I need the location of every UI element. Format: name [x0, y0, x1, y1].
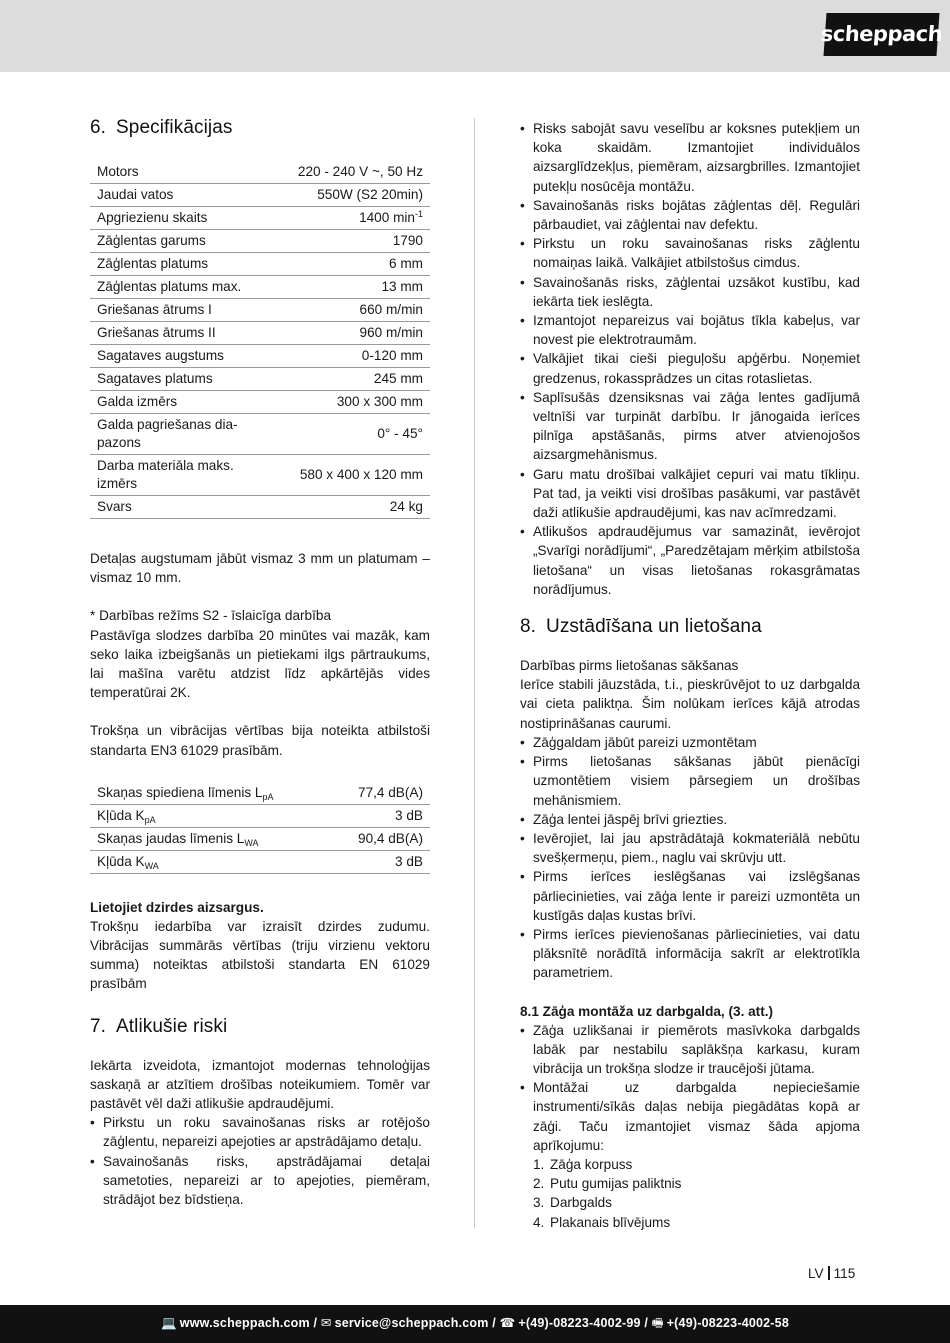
- equipment-text: Darbgalds: [550, 1195, 612, 1211]
- risk-item: • Saplīsušās dzensiksnas vai zāģa lentes gadījumā veltnīši var turpināt darbību. Ir jānogaida ierīces pilnīga apstāšanās, pirms atver atvienojošos aizsargmehānismus.: [520, 388, 860, 465]
- spec-value-text: 0° - 45°: [377, 426, 423, 441]
- section-title: Atlikušie riski: [116, 1015, 228, 1037]
- spec-label: Apgriezienu skaits: [90, 207, 255, 230]
- website-link[interactable]: www.scheppach.com: [179, 1316, 310, 1331]
- risk-item: • Pirkstu un roku savainošanas risks zāģlentu nomaiņas laikā. Valkājiet atbilstošus cimdus.: [520, 234, 860, 272]
- mode-text: Pastāvīga slodzes darbība 20 minūtes vai mazāk, kam seko laika izbeigšanās un pietiekami ilgs pārtraukums, lai mašīna varētu atdzist līdz apkārtējās vides temperatūrai 2K.: [90, 627, 430, 701]
- spec-table: [90, 161, 430, 519]
- spec-label: Zāģlentas platums: [90, 253, 255, 276]
- spec-row: [90, 276, 430, 299]
- pre-operation-title: Darbības pirms lietošanas sākšanas: [520, 658, 739, 674]
- spec-value-text: 24 kg: [389, 499, 423, 514]
- equipment-item: [533, 1213, 860, 1232]
- spec-row: [90, 299, 430, 322]
- spec-row: [90, 253, 430, 276]
- risk-item: • Valkājiet tikai cieši pieguļošu apģērbu. Noņemiet gredzenus, rokassprādzes un citas rotaslietas.: [520, 349, 860, 387]
- section-number: 8.: [520, 616, 537, 638]
- spec-value: [255, 496, 430, 519]
- spec-value: [255, 276, 430, 299]
- spec-value: [255, 161, 430, 184]
- equipment-text: Zāģa korpuss: [550, 1156, 633, 1172]
- noise-row: [90, 850, 430, 873]
- setup-item: • Zāģgaldam jābūt pareizi uzmontētam: [520, 733, 860, 752]
- noise-label-subscript: WA: [244, 837, 259, 848]
- spec-label: Motors: [90, 161, 255, 184]
- setup-item: • Pirms ierīces pievienošanas pārliecinieties, vai datu plāksnītē norādītā informācija sakrīt ar elektrotīkla parametriem.: [520, 925, 860, 983]
- mode-title: * Darbības režīms S2 - īslaicīga darbība: [90, 608, 332, 624]
- spec-row: [90, 207, 430, 230]
- spec-value-text: 13 mm: [381, 279, 423, 294]
- section-number: 7.: [90, 1015, 107, 1037]
- phone-icon: ☎: [499, 1316, 516, 1331]
- page-separator: [828, 1266, 830, 1280]
- scheppach-logo: scheppach: [823, 13, 939, 56]
- setup-item: • Zāģa lentei jāspēj brīvi griezties.: [520, 810, 860, 829]
- spec-value-text: 660 m/min: [359, 302, 423, 317]
- spec-row: [90, 230, 430, 253]
- ear-protection-text: Trokšņu iedarbība var izraisīt dzirdes zudumu. Vibrācijas summārās vērtības (triju virzienu vektoru summa) noteiktas atbilstoši standarta EN 61029 prasībām: [90, 918, 430, 992]
- setup-item: • Pirms lietošanas sākšanas jābūt pienācīgi uzmontētiem visiem pārsegiem un drošības mehānismiem.: [520, 752, 860, 810]
- noise-label-subscript: pA: [262, 791, 274, 802]
- spec-label: Sagataves augstums: [90, 345, 255, 368]
- noise-value: 3 dB: [320, 804, 430, 827]
- setup-list: [520, 733, 860, 983]
- risk-item: • Risks sabojāt savu veselību ar koksnes putekļiem un koka skaidām. Izmantojiet individuālos aizsarglīdzekļus, piemēram, aizsargbrilles. Izmantojiet putekļu nosūcēja montāžu.: [520, 119, 860, 196]
- subsection-8-1-title: 8.1 Zāģa montāža uz darbgalda, (3. att.): [520, 1003, 774, 1019]
- spec-label: [90, 414, 255, 455]
- spec-value-text: 1790: [392, 233, 423, 248]
- equipment-number: 3.: [533, 1195, 545, 1211]
- noise-label: [90, 804, 320, 827]
- spec-row: [90, 414, 430, 455]
- risk-item: • Pirkstu un roku savainošanas risks ar rotējošo zāģlentu, nepareizi apejoties ar apstrādājamo detaļu.: [90, 1113, 430, 1151]
- spec-value: [255, 368, 430, 391]
- spec-row: [90, 368, 430, 391]
- phone-number: +(49)-08223-4002-99: [518, 1316, 641, 1331]
- spec-label-line: Galda pagriešanas dia-: [97, 417, 238, 432]
- column-divider: [474, 118, 475, 1228]
- spec-row: [90, 496, 430, 519]
- spec-value-text: 960 m/min: [359, 325, 423, 340]
- spec-row: [90, 322, 430, 345]
- spec-row: [90, 161, 430, 184]
- monitor-icon: 💻: [161, 1316, 177, 1331]
- language-code: LV: [808, 1266, 824, 1281]
- spec-label-line: pazons: [97, 435, 141, 450]
- section-6-heading: [90, 116, 430, 140]
- left-column: [90, 110, 430, 1209]
- noise-label-text: Skaņas jaudas līmenis L: [97, 830, 245, 846]
- spec-row: [90, 345, 430, 368]
- spec-value-text: 6 mm: [389, 256, 423, 271]
- noise-label: [90, 850, 320, 873]
- section-7-heading: [90, 1015, 430, 1039]
- equipment-item: [533, 1174, 860, 1193]
- noise-table: [90, 782, 430, 874]
- spec-value: [255, 184, 430, 207]
- fax-number: +(49)-08223-4002-58: [666, 1316, 789, 1331]
- fax-icon: 🖷: [651, 1316, 664, 1331]
- spec-label: Svars: [90, 496, 255, 519]
- section-number: 6.: [90, 117, 107, 138]
- section-8-heading: [520, 615, 860, 639]
- noise-label-text: Kļūda K: [97, 853, 145, 869]
- spec-value: [255, 207, 430, 230]
- risk-item: • Savainošanās risks bojātas zāģlentas dēļ. Regulāri pārbaudiet, vai zāģlentai nav defektu.: [520, 196, 860, 234]
- section-title: Uzstādīšana un lietošana: [546, 616, 762, 638]
- spec-row: [90, 184, 430, 207]
- spec-value: [255, 253, 430, 276]
- detail-note: Detaļas augstumam jābūt vismaz 3 mm un platumam – vismaz 10 mm.: [90, 551, 430, 586]
- spec-label: Griešanas ātrums II: [90, 322, 255, 345]
- header-bar: [0, 0, 950, 72]
- noise-label-subscript: pA: [144, 814, 156, 825]
- spec-value: [255, 230, 430, 253]
- noise-value: 77,4 dB(A): [320, 782, 430, 805]
- pre-operation-text: Ierīce stabili jāuzstāda, t.i., pieskrūvējot to uz darbgalda vai cieta paliktņa. Šim nolūkam ierīces kājā atrodas nostiprināšanas caurumi.: [520, 677, 860, 731]
- spec-row: [90, 455, 430, 496]
- spec-value-text: 220 - 240 V ~, 50 Hz: [297, 164, 423, 179]
- spec-label: Jaudai vatos: [90, 184, 255, 207]
- section-7-intro: Iekārta izveidota, izmantojot modernas tehnoloģijas saskaņā ar atzītiem drošības noteikumiem. Tomēr var pastāvēt vēl daži atlikušie apdraudējumi.: [90, 1057, 430, 1112]
- equipment-number: 1.: [533, 1156, 545, 1172]
- noise-label: [90, 782, 320, 805]
- equipment-number: 4.: [533, 1214, 545, 1230]
- page-number: [808, 1264, 855, 1283]
- spec-value: [255, 345, 430, 368]
- risk-item: • Savainošanās risks, zāģlentai uzsākot kustību, kad iekārta tiek ieslēgta.: [520, 273, 860, 311]
- spec-value-text: 580 x 400 x 120 mm: [299, 467, 423, 482]
- spec-value-text: 550W (S2 20min): [317, 187, 423, 202]
- mail-icon: ✉: [320, 1316, 332, 1331]
- spec-label: Zāģlentas platums max.: [90, 276, 255, 299]
- equipment-number: 2.: [533, 1176, 545, 1192]
- equipment-item: [533, 1155, 860, 1174]
- noise-value: 90,4 dB(A): [320, 827, 430, 850]
- noise-label-text: Kļūda K: [97, 807, 145, 823]
- noise-intro: Trokšņa un vibrācijas vērtības bija noteikta atbilstoši standarta EN3 61029 prasībām.: [90, 723, 430, 758]
- risk-item: • Izmantojot nepareizus vai bojātus tīkla kabeļus, var novest pie elektrotraumām.: [520, 311, 860, 349]
- noise-value: 3 dB: [320, 850, 430, 873]
- spec-value: [255, 299, 430, 322]
- risk-list-left: [90, 1113, 430, 1209]
- setup-item: • Pirms ierīces ieslēgšanas vai izslēgšanas pārliecinieties, vai zāģa lente ir pareizi uzmontēta un kustīgās daļas kustas brīvi.: [520, 867, 860, 925]
- spec-value: [255, 414, 430, 455]
- section-title: Specifikācijas: [116, 117, 233, 138]
- mount-item: • Montāžai uz darbgalda nepieciešamie instrumenti/sīkās daļas nebija piegādātas kopā ar zāģi. Taču izmantojiet vismaz šāda apjoma aprīkojumu:: [520, 1078, 860, 1155]
- equipment-list: [520, 1155, 860, 1232]
- noise-row: [90, 782, 430, 805]
- spec-value-text: 245 mm: [373, 371, 423, 386]
- spec-value-text: 0-120 mm: [361, 348, 423, 363]
- spec-label: Zāģlentas garums: [90, 230, 255, 253]
- spec-value-superscript: -1: [414, 209, 423, 219]
- equipment-text: Putu gumijas paliktnis: [550, 1176, 682, 1192]
- email-link[interactable]: service@scheppach.com: [334, 1316, 489, 1331]
- spec-row: [90, 391, 430, 414]
- page-number-value: 115: [833, 1266, 856, 1281]
- spec-label-line: izmērs: [97, 476, 138, 491]
- spec-label: Sagataves platums: [90, 368, 255, 391]
- setup-item: • Ievērojiet, lai jau apstrādātajā kokmateriālā nebūtu svešķermeņu, piem., naglu vai skrūvju utt.: [520, 829, 860, 867]
- ear-protection-title: Lietojiet dzirdes aizsargus.: [90, 899, 264, 915]
- risk-item: • Savainošanās risks, apstrādājamai detaļai sametoties, nepareizi ar to apejoties, piemēram, strādājot bez bīdstieņa.: [90, 1152, 430, 1210]
- noise-label-subscript: WA: [144, 860, 159, 871]
- spec-label: [90, 455, 255, 496]
- spec-value: [255, 455, 430, 496]
- equipment-item: [533, 1193, 860, 1212]
- noise-label: [90, 827, 320, 850]
- risk-item: • Atlikušos apdraudējumus var samazināt, ievērojot „Svarīgi norādījumi“, „Paredzētajam mērķim atbilstoša lietošana“ un visas lietošanas rokasgrāmatas norādījumus.: [520, 522, 860, 599]
- spec-label: Griešanas ātrums I: [90, 299, 255, 322]
- right-column: [520, 119, 860, 1232]
- risk-list-right: [520, 119, 860, 599]
- spec-value: [255, 391, 430, 414]
- mount-item: • Zāģa uzlikšanai ir piemērots masīvkoka darbgalds labāk par nestabilu saplākšņa karkasu, kuram vibrācija un trokšņa slodze ir traucējoši jūtama.: [520, 1021, 860, 1079]
- equipment-text: Plakanais blīvējums: [550, 1214, 671, 1230]
- spec-value-text: 300 x 300 mm: [336, 394, 423, 409]
- noise-row: [90, 827, 430, 850]
- footer-bar: 💻 www.scheppach.com / ✉ service@scheppach.com / ☎ +(49)-08223-4002-99 / 🖷 +(49)-08223-4002-58: [0, 1305, 950, 1343]
- spec-label-line: Darba materiāla maks.: [97, 458, 234, 473]
- noise-label-text: Skaņas spiediena līmenis L: [97, 784, 263, 800]
- spec-value-text: 1400 min: [359, 210, 415, 225]
- risk-item: • Garu matu drošībai valkājiet cepuri vai matu tīkliņu. Pat tad, ja veikti visi drošības pasākumi, var pastāvēt daži atlikušie apdraudējumi, kas nav acīmredzami.: [520, 465, 860, 523]
- noise-row: [90, 804, 430, 827]
- mount-list: [520, 1021, 860, 1155]
- spec-value: [255, 322, 430, 345]
- spec-label: Galda izmērs: [90, 391, 255, 414]
